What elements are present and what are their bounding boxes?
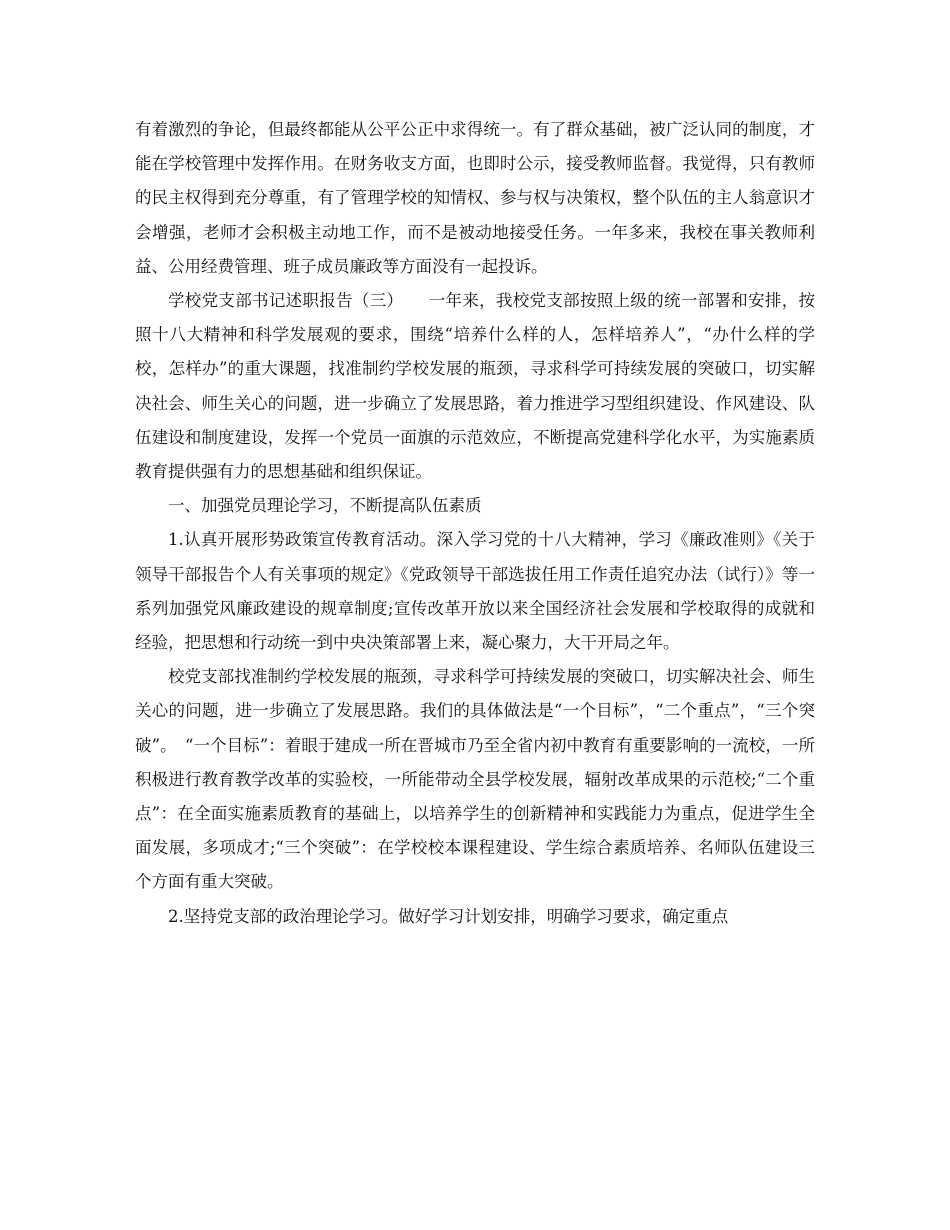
section-heading: 一、加强党员理论学习，不断提高队伍素质	[168, 496, 482, 516]
paragraph-continuation: 有着激烈的争论，但最终都能从公平公正中求得统一。有了群众基础，被广泛认同的制度，才能在学校管理中发挥作用。在财务收支方面，也即时公示，接受教师监督。我觉得，只有教师的民主权得到充分尊重，有了管理学校的知情权、参与权与决策权，整个队伍的主人翁意识才会增强，老师才会积极主动地工作，而不是被动地接受任务。一年多来，我校在事关教师利益、公用经费管理、班子成员廉政等方面没有一起投诉。	[135, 120, 815, 276]
paragraph-goals: 校党支部找准制约学校发展的瓶颈，寻求科学可持续发展的突破口，切实解决社会、师生关心的问题，进一步确立了发展思路。我们的具体做法是“一个目标”，“二个重点”，“三个突破”。 “一个目标”：着眼于建成一所在晋城市乃至全省内初中教育有重要影响的一流校，一所积极进行教育教学改革的实验校，一所能带动全县学校发展，辐射改革成果的示范校;“二个重点”：在全面实施素质教育的基础上，以培养学生的创新精神和实践能力为重点，促进学生全面发展，多项成才;“三个突破”：在学校校本课程建设、学生综合素质培养、名师队伍建设三个方面有重大突破。	[135, 667, 815, 892]
paragraph-item-2: 2.坚持党支部的政治理论学习。做好学习计划安排，明确学习要求，确定重点	[168, 906, 729, 926]
paragraph-report-intro: 学校党支部书记述职报告（三） 一年来，我校党支部按照上级的统一部署和安排，按照十八大精神和科学发展观的要求，围绕“培养什么样的人，怎样培养人”，“办什么样的学校，怎样办”的重大课题，找准制约学校发展的瓶颈，寻求科学可持续发展的突破口，切实解决社会、师生关心的问题，进一步确立了发展思路，着力推进学习型组织建设、作风建设、队伍建设和制度建设，发挥一个党员一面旗的示范效应，不断提高党建科学化水平，为实施素质教育提供强有力的思想基础和组织保证。	[135, 291, 815, 482]
paragraph-item-1: 1.认真开展形势政策宣传教育活动。深入学习党的十八大精神，学习《廉政准则》《关于领导干部报告个人有关事项的规定》《党政领导干部选拔任用工作责任追究办法（试行）》等一系列加强党风廉政建设的规章制度;宣传改革开放以来全国经济社会发展和学校取得的成就和经验，把思想和行动统一到中央决策部署上来，凝心聚力，大干开局之年。	[135, 530, 815, 653]
document-body	[135, 113, 815, 934]
